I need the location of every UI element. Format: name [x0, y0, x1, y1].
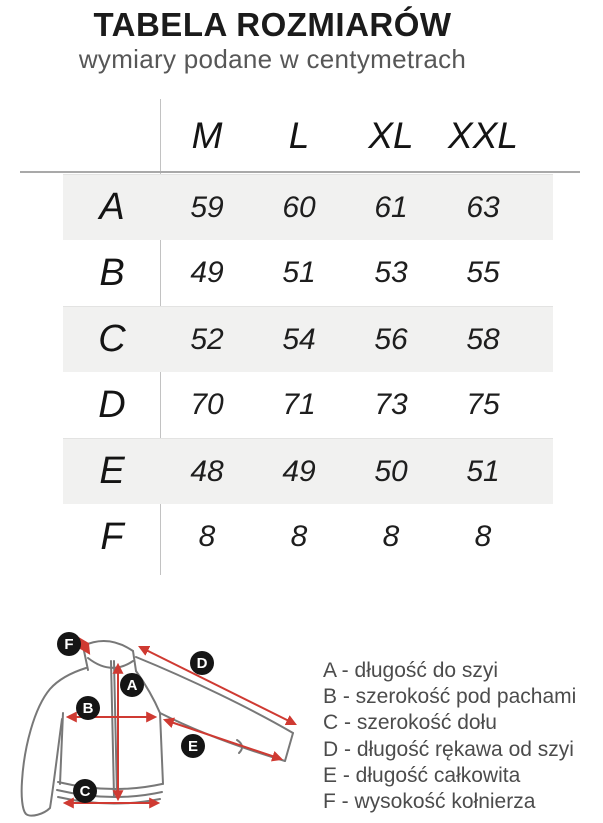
- row-label: B: [99, 251, 125, 294]
- size-cell: 52: [190, 322, 224, 356]
- row-label: F: [100, 515, 124, 558]
- jacket-outline: [22, 641, 293, 816]
- row-label: D: [98, 383, 126, 426]
- marker-badge-b: [76, 696, 100, 720]
- table-row-e: [63, 438, 553, 504]
- marker-badge-e: [181, 734, 205, 758]
- page-subtitle: wymiary podane w centymetrach: [78, 43, 467, 74]
- svg-text:A: A: [126, 677, 138, 694]
- page-header: [0, 6, 603, 75]
- table-header-underline: [20, 171, 580, 173]
- legend-item-a: A - długość do szyi: [323, 659, 499, 682]
- arrow-d: [140, 647, 295, 724]
- size-cell: 51: [466, 454, 500, 488]
- size-cell: 71: [282, 388, 316, 421]
- size-cell: 49: [282, 454, 316, 488]
- size-cell: 73: [374, 388, 408, 421]
- size-cell: 51: [282, 256, 316, 289]
- size-cell: 75: [466, 388, 500, 421]
- size-cell: 8: [474, 520, 492, 553]
- svg-text:C: C: [79, 783, 91, 800]
- legend-item-b: B - szerokość pod pachami: [323, 685, 577, 709]
- size-cell: 48: [190, 454, 224, 488]
- size-cell: 63: [466, 190, 500, 224]
- row-label: A: [99, 186, 125, 228]
- size-cell: 55: [466, 256, 500, 289]
- size-cell: 59: [190, 190, 224, 224]
- measurement-legend: [323, 658, 593, 815]
- column-header-l: L: [288, 115, 310, 156]
- size-cell: 8: [382, 520, 400, 553]
- measurement-arrows: [65, 639, 295, 803]
- table-row-f: [63, 504, 553, 570]
- size-cell: 58: [466, 322, 500, 356]
- size-cell: 60: [282, 190, 316, 224]
- marker-badge-c: [73, 779, 97, 803]
- marker-badge-a: [120, 673, 144, 697]
- table-row-b: [63, 240, 553, 306]
- legend-item-d: D - długość rękawa od szyi: [323, 737, 574, 761]
- svg-text:E: E: [187, 738, 199, 755]
- size-table-header-row: [63, 104, 553, 168]
- arrow-e: [165, 720, 281, 759]
- table-row-c: [63, 306, 553, 372]
- size-table: [0, 174, 603, 570]
- column-header-xxl: XXL: [448, 115, 518, 156]
- size-cell: 50: [374, 454, 408, 488]
- table-row-d: [63, 372, 553, 438]
- row-label: C: [98, 318, 126, 360]
- jacket-measurement-diagram: [0, 613, 310, 823]
- row-label: E: [99, 450, 125, 492]
- legend-item-f: F - wysokość kołnierza: [323, 790, 536, 814]
- size-cell: 8: [198, 520, 216, 553]
- marker-badge-f: [57, 632, 81, 656]
- marker-badge-d: [190, 651, 214, 675]
- svg-text:F: F: [64, 636, 74, 653]
- legend-item-e: E - długość całkowita: [323, 763, 521, 787]
- legend-item-c: C - szerokość dołu: [323, 711, 497, 735]
- size-cell: 70: [190, 388, 224, 421]
- svg-text:B: B: [82, 700, 94, 717]
- size-cell: 53: [374, 256, 408, 289]
- page-title: TABELA ROZMIARÓW: [93, 6, 452, 43]
- size-cell: 56: [374, 322, 408, 356]
- column-header-xl: XL: [368, 115, 414, 156]
- size-cell: 54: [282, 322, 316, 356]
- size-cell: 49: [190, 256, 224, 289]
- size-cell: 8: [290, 520, 308, 553]
- size-cell: 61: [374, 190, 408, 224]
- table-row-a: [63, 174, 553, 240]
- column-header-m: M: [191, 115, 223, 156]
- svg-text:D: D: [196, 655, 208, 672]
